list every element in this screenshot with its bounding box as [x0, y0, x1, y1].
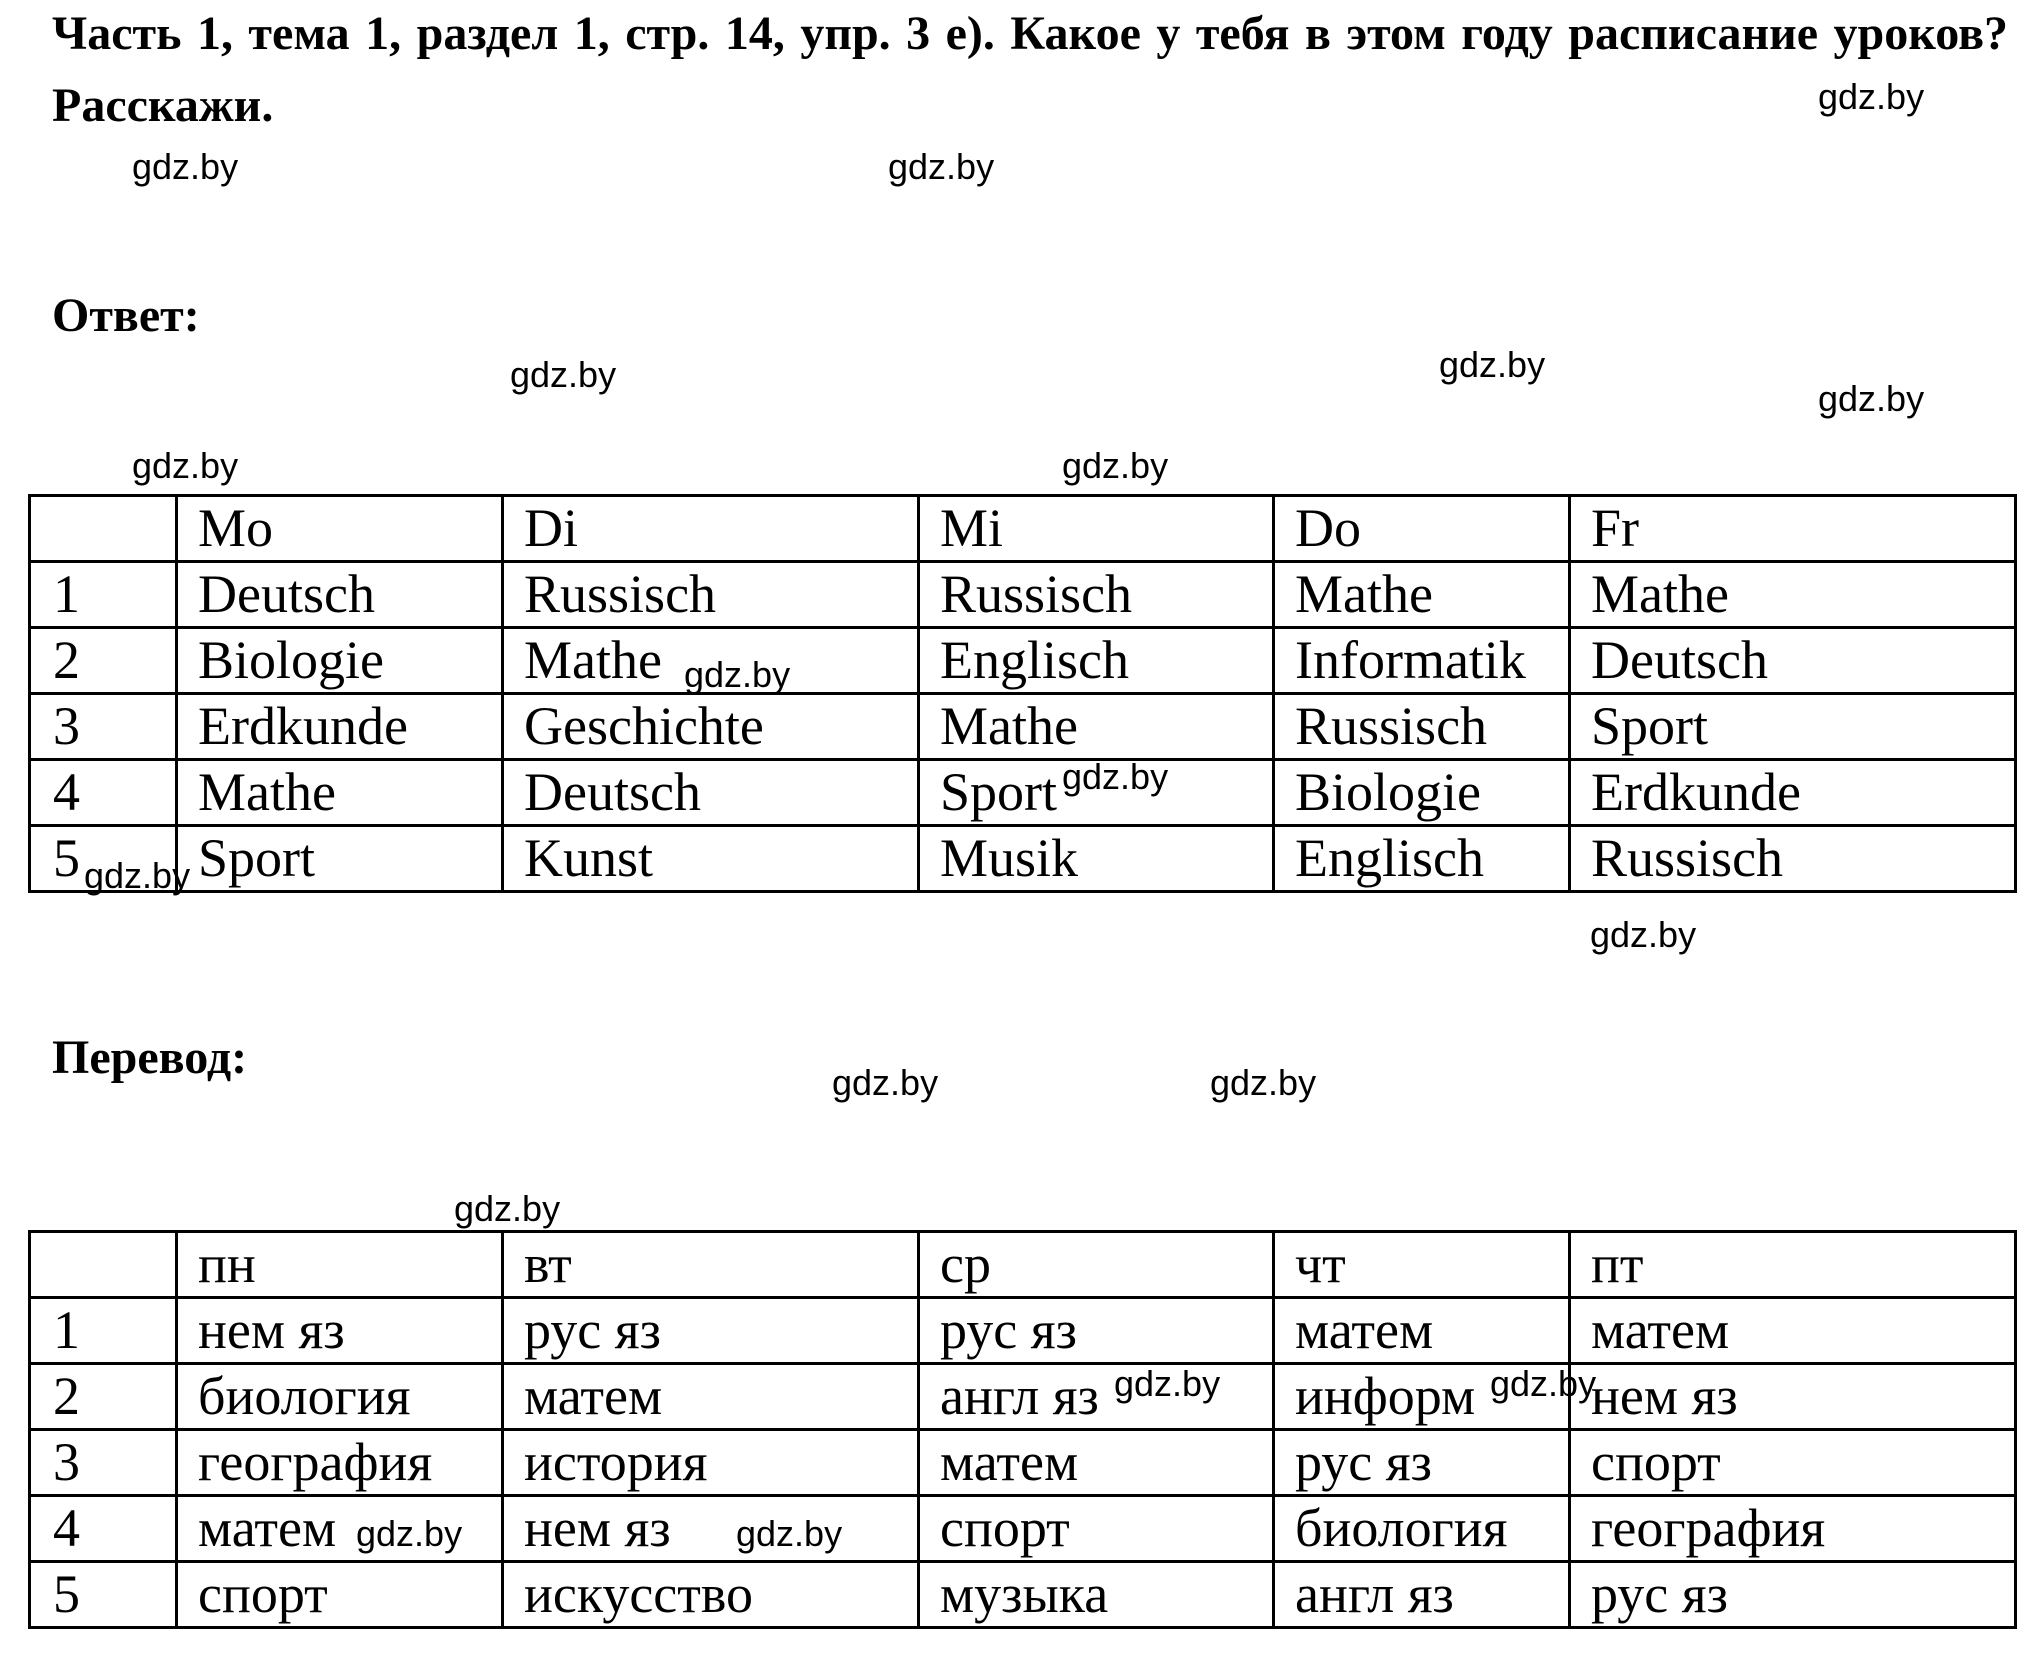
subject-cell: Biologie	[1274, 760, 1570, 826]
subject-cell: спорт	[1570, 1430, 2016, 1496]
subject-cell: спорт	[919, 1496, 1274, 1562]
table-row	[30, 694, 2016, 760]
watermark: gdz.by	[454, 1188, 561, 1229]
subject-cell: география	[177, 1430, 503, 1496]
subject-cell: Mathe	[1274, 562, 1570, 628]
watermark: gdz.by	[1818, 76, 1925, 117]
subject-cell: нем яз	[1570, 1364, 2016, 1430]
watermark: gdz.by	[684, 654, 791, 695]
subject-cell: Sport	[1570, 694, 2016, 760]
lesson-number-cell: 5	[30, 826, 177, 892]
subject-cell: биология	[1274, 1496, 1570, 1562]
lesson-number-cell: 2	[30, 1364, 177, 1430]
subject-cell: Russisch	[503, 562, 919, 628]
header-cell-day: Mo	[177, 496, 503, 562]
subject-cell: англ яз	[919, 1364, 1274, 1430]
translation-heading: Перевод:	[52, 1031, 248, 1084]
watermark: gdz.by	[1062, 445, 1169, 486]
subject-cell: рус яз	[1570, 1562, 2016, 1628]
table-header-row	[30, 496, 2016, 562]
watermark: gdz.by	[132, 146, 239, 187]
header-cell-day: Do	[1274, 496, 1570, 562]
lesson-number-cell: 5	[30, 1562, 177, 1628]
subject-cell: биология	[177, 1364, 503, 1430]
watermark: gdz.by	[1210, 1062, 1317, 1103]
subject-cell: Russisch	[1570, 826, 2016, 892]
watermark: gdz.by	[132, 445, 239, 486]
watermark: gdz.by	[832, 1062, 939, 1103]
header-cell-day: ср	[919, 1232, 1274, 1298]
subject-cell: Russisch	[919, 562, 1274, 628]
subject-cell: Russisch	[1274, 694, 1570, 760]
lesson-number-cell: 4	[30, 760, 177, 826]
table-row	[30, 1562, 2016, 1628]
subject-cell: рус яз	[919, 1298, 1274, 1364]
watermark: gdz.by	[1590, 914, 1697, 955]
subject-cell: Englisch	[1274, 826, 1570, 892]
subject-cell: спорт	[177, 1562, 503, 1628]
header-cell-day: пн	[177, 1232, 503, 1298]
lesson-number-cell: 2	[30, 628, 177, 694]
watermark: gdz.by	[736, 1513, 843, 1554]
schedule-table-german	[28, 494, 2017, 893]
subject-cell: Geschichte	[503, 694, 919, 760]
task-title: Часть 1, тема 1, раздел 1, стр. 14, упр. 3 е). Какое у тебя в этом году расписание уроков? Расскажи.	[52, 7, 2008, 132]
table-row	[30, 1364, 2016, 1430]
watermark: gdz.by	[1818, 378, 1925, 419]
header-cell-day: Di	[503, 496, 919, 562]
table-row	[30, 826, 2016, 892]
subject-cell: матем	[1570, 1298, 2016, 1364]
subject-cell: Kunst	[503, 826, 919, 892]
lesson-number-cell: 1	[30, 562, 177, 628]
subject-cell: нем яз	[503, 1496, 919, 1562]
subject-cell: музыка	[919, 1562, 1274, 1628]
header-cell-empty	[30, 496, 177, 562]
subject-cell: история	[503, 1430, 919, 1496]
watermark: gdz.by	[888, 146, 995, 187]
watermark: gdz.by	[1490, 1363, 1597, 1404]
subject-cell: Mathe	[177, 760, 503, 826]
table-row	[30, 562, 2016, 628]
subject-cell: Erdkunde	[1570, 760, 2016, 826]
subject-cell: Erdkunde	[177, 694, 503, 760]
subject-cell: Deutsch	[503, 760, 919, 826]
table-row	[30, 628, 2016, 694]
subject-cell: Musik	[919, 826, 1274, 892]
subject-cell: Sport	[177, 826, 503, 892]
subject-cell: рус яз	[503, 1298, 919, 1364]
header-cell-empty	[30, 1232, 177, 1298]
subject-cell: информ	[1274, 1364, 1570, 1430]
subject-cell: матем	[503, 1364, 919, 1430]
header-cell-day: Fr	[1570, 496, 2016, 562]
subject-cell: Sport	[919, 760, 1274, 826]
schedule-table-russian	[28, 1230, 2017, 1629]
subject-cell: искусство	[503, 1562, 919, 1628]
lesson-number-cell: 3	[30, 694, 177, 760]
header-cell-day: пт	[1570, 1232, 2016, 1298]
table-row	[30, 1298, 2016, 1364]
subject-cell: нем яз	[177, 1298, 503, 1364]
lesson-number-cell: 4	[30, 1496, 177, 1562]
subject-cell: рус яз	[1274, 1430, 1570, 1496]
subject-cell: англ яз	[1274, 1562, 1570, 1628]
watermark: gdz.by	[84, 855, 191, 896]
table-header-row	[30, 1232, 2016, 1298]
subject-cell: Deutsch	[177, 562, 503, 628]
subject-cell: Englisch	[919, 628, 1274, 694]
table-row	[30, 1496, 2016, 1562]
subject-cell: Mathe	[919, 694, 1274, 760]
table-row	[30, 1430, 2016, 1496]
table-row	[30, 760, 2016, 826]
subject-cell: Mathe	[1570, 562, 2016, 628]
subject-cell: матем	[177, 1496, 503, 1562]
subject-cell: матем	[1274, 1298, 1570, 1364]
watermark: gdz.by	[1062, 756, 1169, 797]
subject-cell: Informatik	[1274, 628, 1570, 694]
subject-cell: география	[1570, 1496, 2016, 1562]
watermark: gdz.by	[510, 354, 617, 395]
answer-heading: Ответ:	[52, 289, 200, 342]
header-cell-day: Mi	[919, 496, 1274, 562]
header-cell-day: вт	[503, 1232, 919, 1298]
subject-cell: матем	[919, 1430, 1274, 1496]
watermark: gdz.by	[1114, 1363, 1221, 1404]
header-cell-day: чт	[1274, 1232, 1570, 1298]
watermark: gdz.by	[356, 1513, 463, 1554]
subject-cell: Mathe	[503, 628, 919, 694]
lesson-number-cell: 3	[30, 1430, 177, 1496]
lesson-number-cell: 1	[30, 1298, 177, 1364]
watermark: gdz.by	[1439, 344, 1546, 385]
subject-cell: Biologie	[177, 628, 503, 694]
subject-cell: Deutsch	[1570, 628, 2016, 694]
